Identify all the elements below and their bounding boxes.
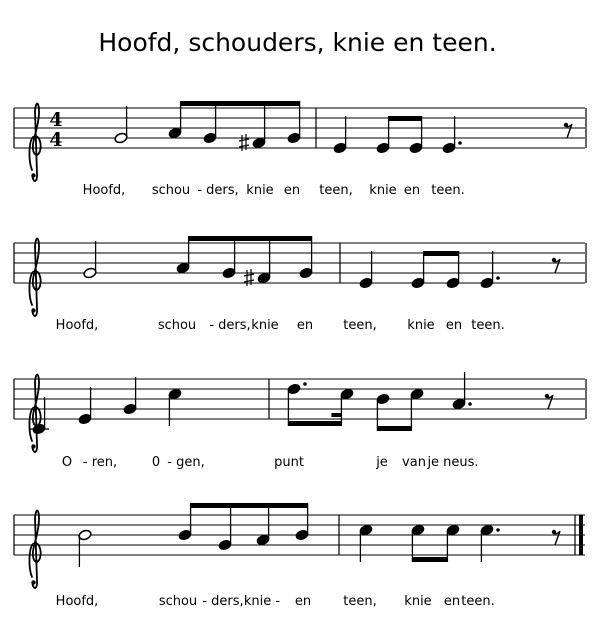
eighth-rest-dot — [552, 530, 556, 534]
time-signature-bottom: 4 — [49, 129, 63, 151]
beam — [181, 101, 300, 106]
lyric-syllable: knie — [407, 318, 435, 333]
lyric-syllable: schou — [151, 183, 191, 198]
treble-clef-icon — [29, 375, 40, 452]
lyric-syllable: schou — [158, 594, 198, 609]
lyric-syllable: teen. — [431, 183, 465, 198]
augmentation-dot — [458, 141, 462, 145]
beam — [412, 557, 447, 562]
lyric-syllable: teen, — [343, 318, 377, 333]
lyric-syllable: en — [294, 594, 312, 609]
lyric-syllable: en — [445, 318, 463, 333]
augmentation-dot — [303, 382, 307, 386]
treble-clef-dot — [31, 308, 35, 312]
lyric-syllable: teen, — [343, 594, 377, 609]
lyric-syllable: en — [296, 318, 314, 333]
eighth-rest-dot — [545, 394, 549, 398]
lyric-syllable: Hoofd, — [55, 318, 99, 333]
lyric-syllable: Hoofd, — [82, 183, 126, 198]
lyric-syllable: knie — [251, 318, 279, 333]
beam — [191, 503, 308, 508]
lyric-syllable: van — [402, 455, 426, 470]
lyric-syllable: schou — [157, 318, 197, 333]
beam — [189, 236, 312, 241]
lyric-syllable: - ders, — [202, 594, 244, 609]
lyric-syllable: je neus. — [427, 455, 479, 470]
beam — [389, 116, 422, 121]
beam — [377, 426, 411, 431]
augmentation-dot — [496, 276, 500, 280]
lyric-syllable: je — [376, 455, 388, 470]
treble-clef-dot — [31, 580, 35, 584]
eighth-rest-dot — [564, 123, 568, 127]
lyric-syllable: en — [403, 183, 421, 198]
lyric-syllable: knie - — [243, 594, 281, 609]
lyric-syllable: - ren, — [82, 455, 118, 470]
lyric-syllable: - ders, — [197, 183, 239, 198]
treble-clef-icon — [29, 104, 40, 181]
augmentation-dot — [496, 528, 500, 532]
song-title: Hoofd, schouders, knie en teen. — [98, 28, 497, 57]
lyric-syllable: 0 — [151, 455, 161, 470]
lyric-syllable: teen. — [471, 318, 505, 333]
lyric-syllable: teen. — [461, 594, 495, 609]
lyric-syllable: - gen, — [167, 455, 205, 470]
beam — [288, 421, 341, 426]
final-barline-thick — [579, 515, 583, 555]
eighth-rest-dot — [552, 258, 556, 262]
treble-clef-dot — [31, 444, 35, 448]
time-signature-top: 4 — [49, 109, 63, 131]
lyric-syllable: knie — [246, 183, 274, 198]
lyric-syllable: en — [443, 594, 461, 609]
treble-clef-dot — [31, 173, 35, 177]
treble-clef-icon — [29, 239, 40, 316]
treble-clef-icon — [29, 511, 40, 588]
lyric-syllable: O — [61, 455, 73, 470]
sixteenth-beam — [331, 413, 341, 417]
lyric-syllable: punt — [274, 455, 304, 470]
lyric-syllable: teen, — [319, 183, 353, 198]
lyric-syllable: knie — [369, 183, 397, 198]
lyric-syllable: en — [283, 183, 301, 198]
lyric-syllable: Hoofd, — [55, 594, 99, 609]
lyric-syllable: - ders, — [209, 318, 251, 333]
augmentation-dot — [468, 402, 472, 406]
beam — [424, 251, 459, 256]
lyric-syllable: knie — [404, 594, 432, 609]
